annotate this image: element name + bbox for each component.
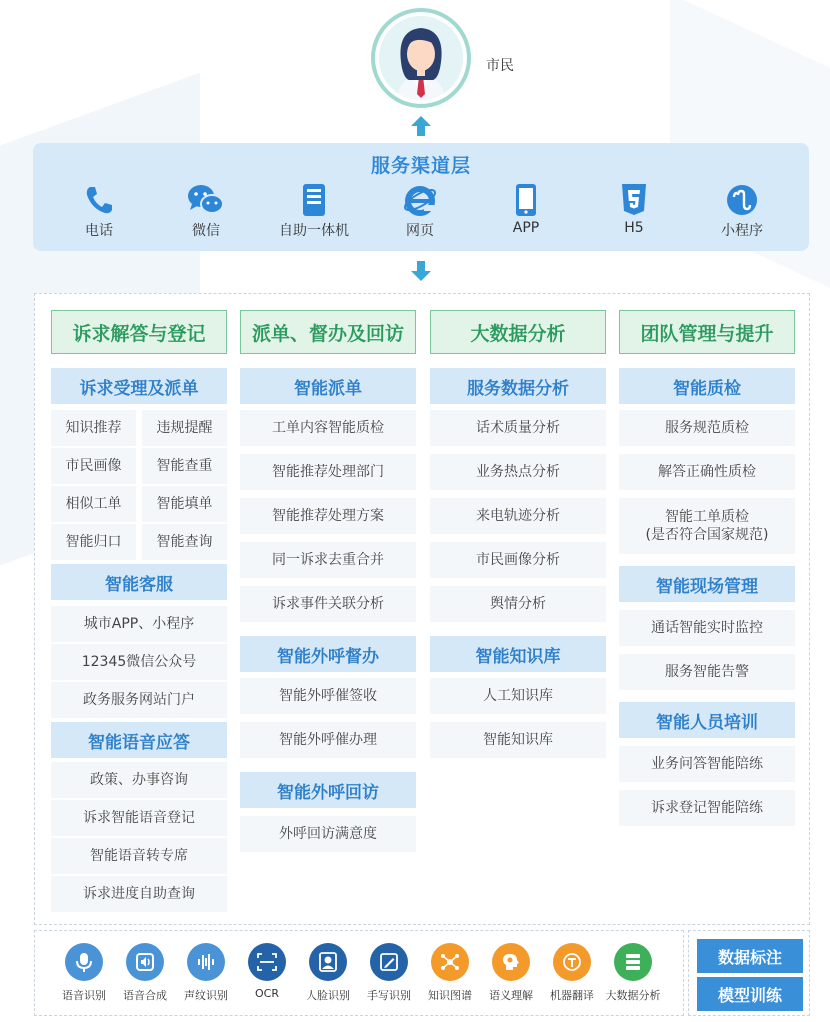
tool-label: OCR (255, 987, 279, 1000)
channel-label: APP (512, 220, 540, 236)
voiceprint-icon (187, 943, 225, 981)
tool-machine-translation[interactable] (541, 943, 603, 1003)
feature-cell[interactable]: 智能填单 (142, 486, 227, 522)
feature-cell[interactable]: 智能查重 (142, 448, 227, 484)
feature-cell[interactable]: 服务智能告警 (619, 654, 795, 690)
section-title: 服务数据分析 (430, 368, 606, 404)
section-title: 智能外呼回访 (240, 772, 416, 808)
column-header: 大数据分析 (430, 310, 606, 354)
feature-cell[interactable] (619, 498, 795, 554)
channel-app[interactable] (481, 183, 571, 236)
section-title: 智能外呼督办 (240, 636, 416, 672)
feature-cell[interactable]: 舆情分析 (430, 586, 606, 622)
feature-cell[interactable]: 诉求智能语音登记 (51, 800, 227, 836)
knowledge-graph-icon (431, 943, 469, 981)
feature-cell[interactable]: 同一诉求去重合并 (240, 542, 416, 578)
feature-cell[interactable]: 城市APP、小程序 (51, 606, 227, 642)
column-team-management (619, 310, 795, 354)
phone-icon (82, 183, 116, 217)
channel-web[interactable] (375, 183, 465, 240)
tool-label: 语音合成 (123, 989, 167, 1002)
feature-cell[interactable]: 来电轨迹分析 (430, 498, 606, 534)
tool-label: 声纹识别 (184, 989, 228, 1002)
feature-cell[interactable]: 服务规范质检 (619, 410, 795, 446)
citizen-portrait-icon (379, 16, 463, 100)
column-header: 团队管理与提升 (619, 310, 795, 354)
section-title: 智能客服 (51, 564, 227, 600)
feature-cell[interactable]: 政务服务网站门户 (51, 682, 227, 718)
kiosk-icon (299, 183, 329, 217)
feature-cell-line: 智能工单质检 (665, 508, 749, 525)
tool-speech-recognition[interactable] (53, 943, 115, 1003)
feature-cell[interactable]: 智能知识库 (430, 722, 606, 758)
feature-cell[interactable]: 智能查询 (142, 524, 227, 560)
tool-handwriting[interactable] (358, 943, 420, 1003)
tool-label: 语义理解 (489, 989, 533, 1002)
feature-cell[interactable]: 智能外呼催签收 (240, 678, 416, 714)
section-title: 智能语音应答 (51, 722, 227, 758)
ai-capability-toolbar (34, 930, 684, 1016)
feature-cell[interactable]: 智能外呼催办理 (240, 722, 416, 758)
database-icon (614, 943, 652, 981)
mini-program-icon (725, 183, 759, 217)
feature-cell[interactable]: 诉求事件关联分析 (240, 586, 416, 622)
capability-frame (34, 293, 810, 925)
channel-label: 网页 (406, 223, 434, 239)
column-big-data (430, 310, 606, 354)
section-title: 智能质检 (619, 368, 795, 404)
model-training-button[interactable]: 模型训练 (697, 977, 803, 1011)
section-title: 智能人员培训 (619, 702, 795, 738)
mobile-icon (513, 183, 539, 217)
tool-ocr[interactable] (236, 943, 298, 1000)
tool-face-recognition[interactable] (297, 943, 359, 1003)
data-labeling-button[interactable]: 数据标注 (697, 939, 803, 973)
section-title: 诉求受理及派单 (51, 368, 227, 404)
tool-label: 手写识别 (367, 989, 411, 1002)
feature-cell[interactable]: 相似工单 (51, 486, 136, 522)
column-dispatch (240, 310, 416, 354)
channel-wechat[interactable] (161, 183, 251, 240)
tool-big-data-analysis[interactable] (602, 943, 664, 1003)
feature-cell[interactable]: 人工知识库 (430, 678, 606, 714)
ie-icon (402, 183, 438, 217)
column-header: 诉求解答与登记 (51, 310, 227, 354)
tool-label: 机器翻译 (550, 989, 594, 1002)
feature-cell[interactable]: 业务热点分析 (430, 454, 606, 490)
channel-kiosk[interactable] (269, 183, 359, 240)
channel-label: 电话 (85, 223, 113, 239)
tool-knowledge-graph[interactable] (419, 943, 481, 1003)
ocr-icon (248, 943, 286, 981)
feature-cell[interactable]: 智能归口 (51, 524, 136, 560)
feature-cell[interactable]: 12345微信公众号 (51, 644, 227, 680)
feature-cell[interactable]: 解答正确性质检 (619, 454, 795, 490)
feature-cell[interactable]: 智能推荐处理部门 (240, 454, 416, 490)
html5-icon (620, 183, 648, 217)
tool-voiceprint[interactable] (175, 943, 237, 1003)
feature-cell[interactable]: 政策、办事咨询 (51, 762, 227, 798)
microphone-icon (65, 943, 103, 981)
brain-head-icon (492, 943, 530, 981)
column-header: 派单、督办及回访 (240, 310, 416, 354)
channel-layer-title: 服务渠道层 (370, 155, 471, 177)
channel-phone[interactable] (54, 183, 144, 240)
channel-mini-program[interactable] (697, 183, 787, 240)
tool-label: 大数据分析 (605, 989, 661, 1002)
translate-icon (553, 943, 591, 981)
feature-cell-note: (是否符合国家规范) (645, 527, 769, 543)
speaker-icon (126, 943, 164, 981)
feature-cell[interactable]: 通话智能实时监控 (619, 610, 795, 646)
column-appeal-handling (51, 310, 227, 354)
channel-label: 微信 (192, 223, 220, 239)
tool-semantic-understanding[interactable] (480, 943, 542, 1003)
arrow-up-icon (410, 116, 432, 136)
citizen-avatar (371, 8, 471, 108)
channel-label: 小程序 (721, 223, 763, 239)
feature-cell[interactable]: 外呼回访满意度 (240, 816, 416, 852)
wechat-icon (186, 183, 226, 217)
feature-cell[interactable]: 诉求登记智能陪练 (619, 790, 795, 826)
tool-label: 语音识别 (62, 989, 106, 1002)
feature-cell[interactable]: 话术质量分析 (430, 410, 606, 446)
channel-label: H5 (624, 220, 644, 236)
tool-label: 知识图谱 (428, 989, 472, 1002)
service-channel-layer (33, 143, 809, 251)
feature-cell[interactable]: 市民画像分析 (430, 542, 606, 578)
feature-cell[interactable]: 业务问答智能陪练 (619, 746, 795, 782)
feature-cell[interactable]: 诉求进度自助查询 (51, 876, 227, 912)
section-title: 智能知识库 (430, 636, 606, 672)
citizen-label: 市民 (486, 58, 514, 74)
tool-speech-synthesis[interactable] (114, 943, 176, 1003)
handwriting-icon (370, 943, 408, 981)
feature-cell[interactable]: 市民画像 (51, 448, 136, 484)
feature-cell[interactable]: 智能推荐处理方案 (240, 498, 416, 534)
feature-cell[interactable]: 违规提醒 (142, 410, 227, 446)
feature-cell[interactable]: 工单内容智能质检 (240, 410, 416, 446)
tool-label: 人脸识别 (306, 989, 350, 1002)
arrow-down-icon (410, 261, 432, 281)
channel-label: 自助一体机 (279, 223, 349, 239)
feature-cell[interactable]: 知识推荐 (51, 410, 136, 446)
feature-cell[interactable]: 智能语音转专席 (51, 838, 227, 874)
section-title: 智能派单 (240, 368, 416, 404)
model-ops-panel (688, 930, 810, 1016)
channel-h5[interactable] (589, 183, 679, 236)
section-title: 智能现场管理 (619, 566, 795, 602)
face-id-icon (309, 943, 347, 981)
